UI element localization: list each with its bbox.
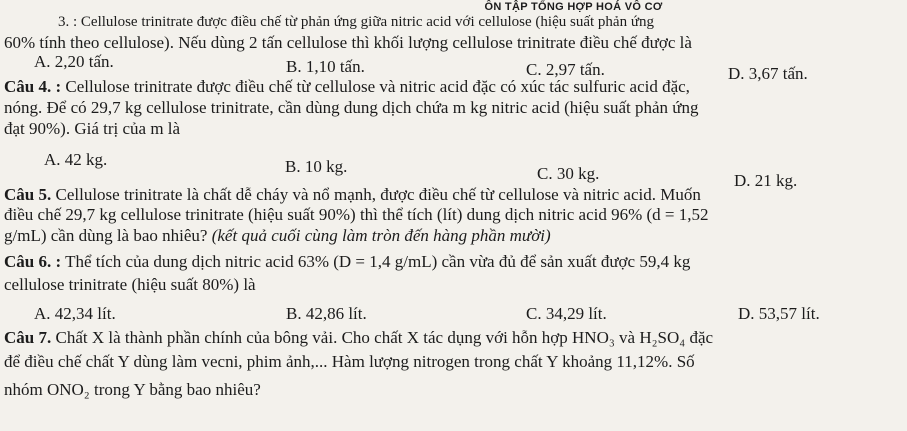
q6-line-1 [4, 252, 690, 272]
q3-option-b: B. 1,10 tấn. [286, 57, 365, 76]
q5-line-1-text: Cellulose trinitrate là chất dễ cháy và nổ mạnh, được điều chế từ cellulose và nitric acid. Muốn [51, 185, 701, 204]
q3-option-d: D. 3,67 tấn. [728, 64, 808, 83]
q3-line-2: 60% tính theo cellulose). Nếu dùng 2 tấn cellulose thì khối lượng cellulose trinitrate điều chế được là [4, 33, 692, 52]
q5-label: Câu 5. [4, 185, 52, 204]
q4-line-2: nóng. Để có 29,7 kg cellulose trinitrate, cần dùng dung dịch chứa m kg nitric acid (hiệu suất phản ứng [4, 98, 699, 117]
q6-option-a: A. 42,34 lít. [34, 304, 116, 323]
q4-option-b: B. 10 kg. [285, 157, 348, 176]
q4-label: Câu 4. : [4, 77, 62, 96]
page-header: ÔN TẬP TỔNG HỢP HOÁ VÔ CƠ [484, 1, 663, 13]
q6-option-c: C. 34,29 lít. [526, 304, 607, 323]
q3-option-c: C. 2,97 tấn. [526, 60, 605, 79]
q5-rounding-note: (kết quả cuối cùng làm tròn đến hàng phần mười) [211, 226, 551, 245]
q7-line-3: nhóm ONO₂ trong Y bằng bao nhiêu? [4, 380, 261, 399]
q6-line-1-text: Thể tích của dung dịch nitric acid 63% (D = 1,4 g/mL) cần vừa đủ để sản xuất được 59,4 kg [61, 252, 691, 271]
q6-line-2: cellulose trinitrate (hiệu suất 80%) là [4, 275, 256, 294]
q6-label: Câu 6. : [4, 252, 62, 271]
q5-line-3-text: g/mL) cần dùng là bao nhiêu? [4, 226, 212, 245]
q6-option-d: D. 53,57 lít. [738, 304, 820, 323]
q7-line-1 [4, 328, 713, 348]
q7-label: Câu 7. [4, 328, 52, 347]
q4-option-a: A. 42 kg. [44, 150, 108, 169]
q4-line-1-text: Cellulose trinitrate được điều chế từ cellulose và nitric acid đặc có xúc tác sulfuric acid đặc, [61, 77, 690, 96]
q4-line-3: đạt 90%). Giá trị của m là [4, 119, 181, 138]
q7-line-2: để điều chế chất Y dùng làm vecni, phim ảnh,... Hàm lượng nitrogen trong chất Y khoảng 11,12%. Số [4, 352, 695, 371]
q3-line-1: 3. : Cellulose trinitrate được điều chế từ phản ứng giữa nitric acid với cellulose (hiệu suất phản ứng [58, 14, 654, 30]
q5-line-3 [4, 226, 551, 246]
q5-line-1 [4, 185, 701, 205]
q7-line-1-text: Chất X là thành phần chính của bông vải. Cho chất X tác dụng với hỗn hợp HNO₃ và H₂SO₄ đặc [51, 328, 714, 347]
q3-option-a: A. 2,20 tấn. [34, 52, 114, 71]
q4-option-c: C. 30 kg. [537, 164, 600, 183]
q5-line-2: điều chế 29,7 kg cellulose trinitrate (hiệu suất 90%) thì thể tích (lít) dung dịch nitric acid 96% (d = 1,52 [4, 205, 709, 224]
q4-option-d: D. 21 kg. [734, 171, 798, 190]
q4-line-1 [4, 77, 690, 97]
q6-option-b: B. 42,86 lít. [286, 304, 367, 323]
